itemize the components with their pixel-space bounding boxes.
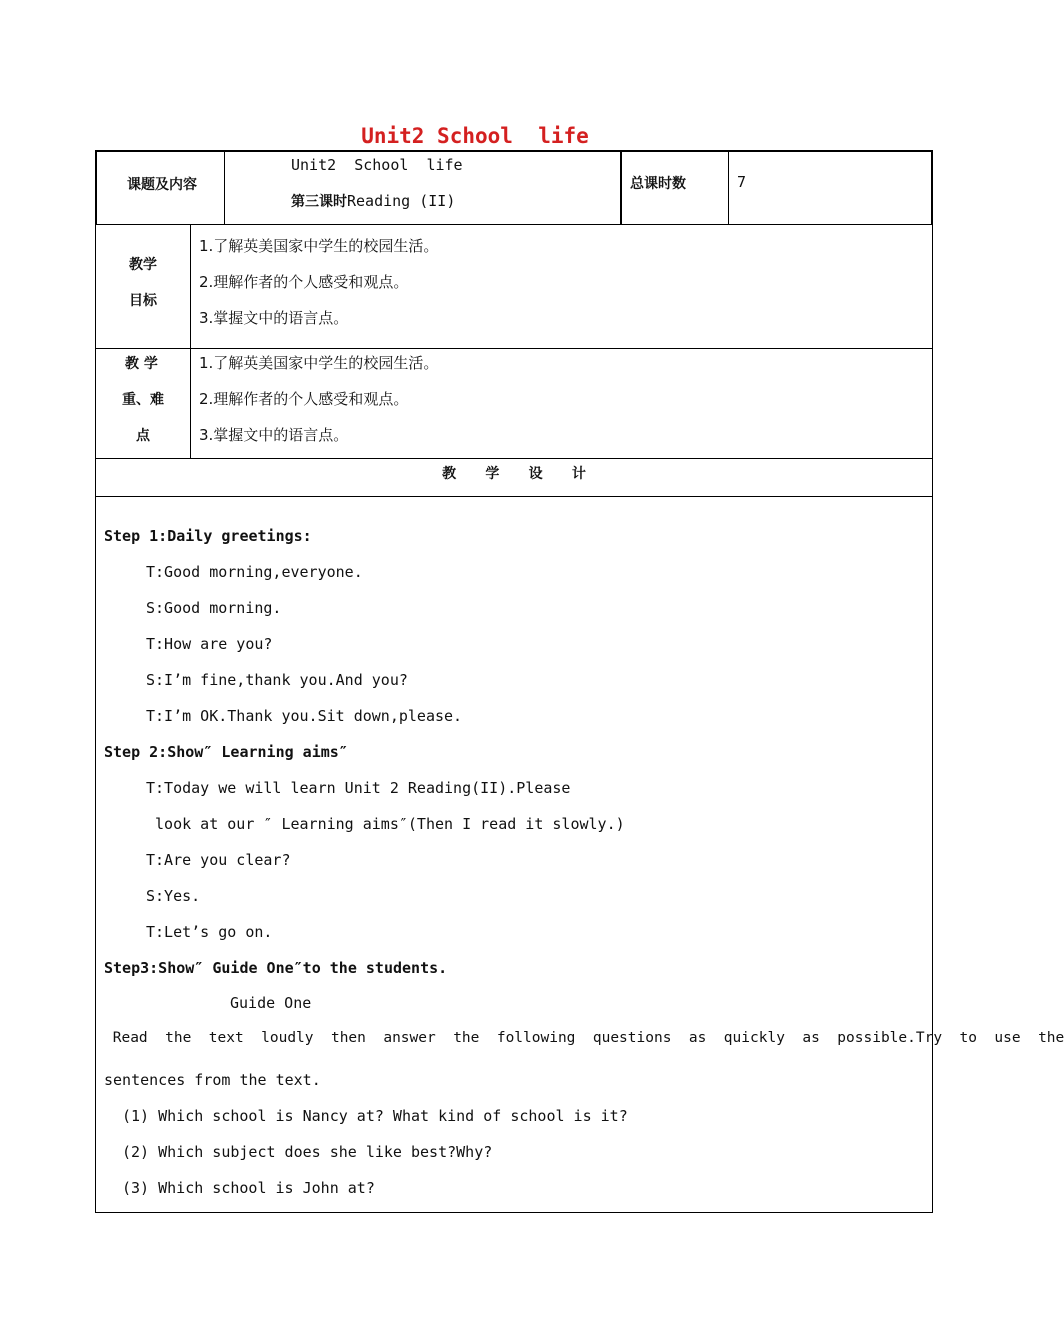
question-item: (2) Which subject does she like best?Why?	[122, 1143, 493, 1161]
row-divider-1	[95, 348, 933, 349]
dialogue-line: S:Good morning.	[146, 599, 282, 617]
dialogue-line: T:How are you?	[146, 635, 273, 653]
objectives-label-1: 教学	[129, 257, 157, 273]
step-3-heading: Step3:Show″ Guide One″to the students.	[104, 959, 448, 977]
dialogue-line: T:Good morning,everyone.	[146, 563, 363, 581]
guide-title: Guide One	[230, 994, 312, 1012]
keypoint-item: 1.了解英美国家中学生的校园生活。	[199, 354, 439, 372]
keypoints-label-1: 教 学	[125, 356, 158, 372]
row-divider-2	[95, 458, 933, 459]
hours-label: 总课时数	[630, 176, 686, 192]
header-table	[95, 150, 933, 225]
step-2-heading: Step 2:Show″ Learning aims″	[104, 743, 348, 761]
topic-line-2-cn: 第三课时	[291, 194, 347, 210]
row-divider-3	[95, 496, 933, 497]
objective-item: 2.理解作者的个人感受和观点。	[199, 273, 409, 291]
step-1-heading: Step 1:Daily greetings:	[104, 527, 312, 545]
header-divider-1	[224, 150, 225, 225]
topic-line-2	[291, 191, 455, 211]
topic-line-2-en: Reading (II)	[347, 192, 456, 210]
dialogue-line: T:I’m OK.Thank you.Sit down,please.	[146, 707, 463, 725]
hours-value: 7	[737, 173, 747, 191]
question-item: (3) Which school is John at?	[122, 1179, 375, 1197]
dialogue-line: T:Are you clear?	[146, 851, 291, 869]
topic-line-1: Unit2 School life	[291, 156, 463, 174]
keypoints-label-2: 重、难	[122, 392, 164, 408]
objective-item: 1.了解英美国家中学生的校园生活。	[199, 237, 439, 255]
document-title: Unit2 School life	[361, 124, 589, 148]
dialogue-line: T:Today we will learn Unit 2 Reading(II).Please	[146, 779, 571, 797]
topic-label: 课题及内容	[127, 177, 197, 193]
dialogue-line: S:Yes.	[146, 887, 201, 905]
dialogue-line: look at our ″ Learning aims″(Then I read it slowly.)	[146, 815, 625, 833]
objectives-label-2: 目标	[129, 293, 157, 309]
dialogue-line: S:I’m fine,thank you.And you?	[146, 671, 408, 689]
design-heading: 教 学 设 计	[442, 466, 586, 482]
keypoints-label-3: 点	[136, 428, 150, 444]
keypoint-item: 3.掌握文中的语言点。	[199, 426, 349, 444]
question-item: (1) Which school is Nancy at? What kind of school is it?	[122, 1107, 628, 1125]
objective-item: 3.掌握文中的语言点。	[199, 309, 349, 327]
left-column-divider	[190, 225, 191, 459]
keypoint-item: 2.理解作者的个人感受和观点。	[199, 390, 409, 408]
header-divider-2	[620, 150, 622, 225]
instruction-line-1: Read the text loudly then answer the following questions as quickly as possible.Try to use the	[104, 1030, 1064, 1046]
dialogue-line: T:Let’s go on.	[146, 923, 273, 941]
instruction-line-2: sentences from the text.	[104, 1071, 321, 1089]
header-divider-3	[728, 150, 729, 225]
